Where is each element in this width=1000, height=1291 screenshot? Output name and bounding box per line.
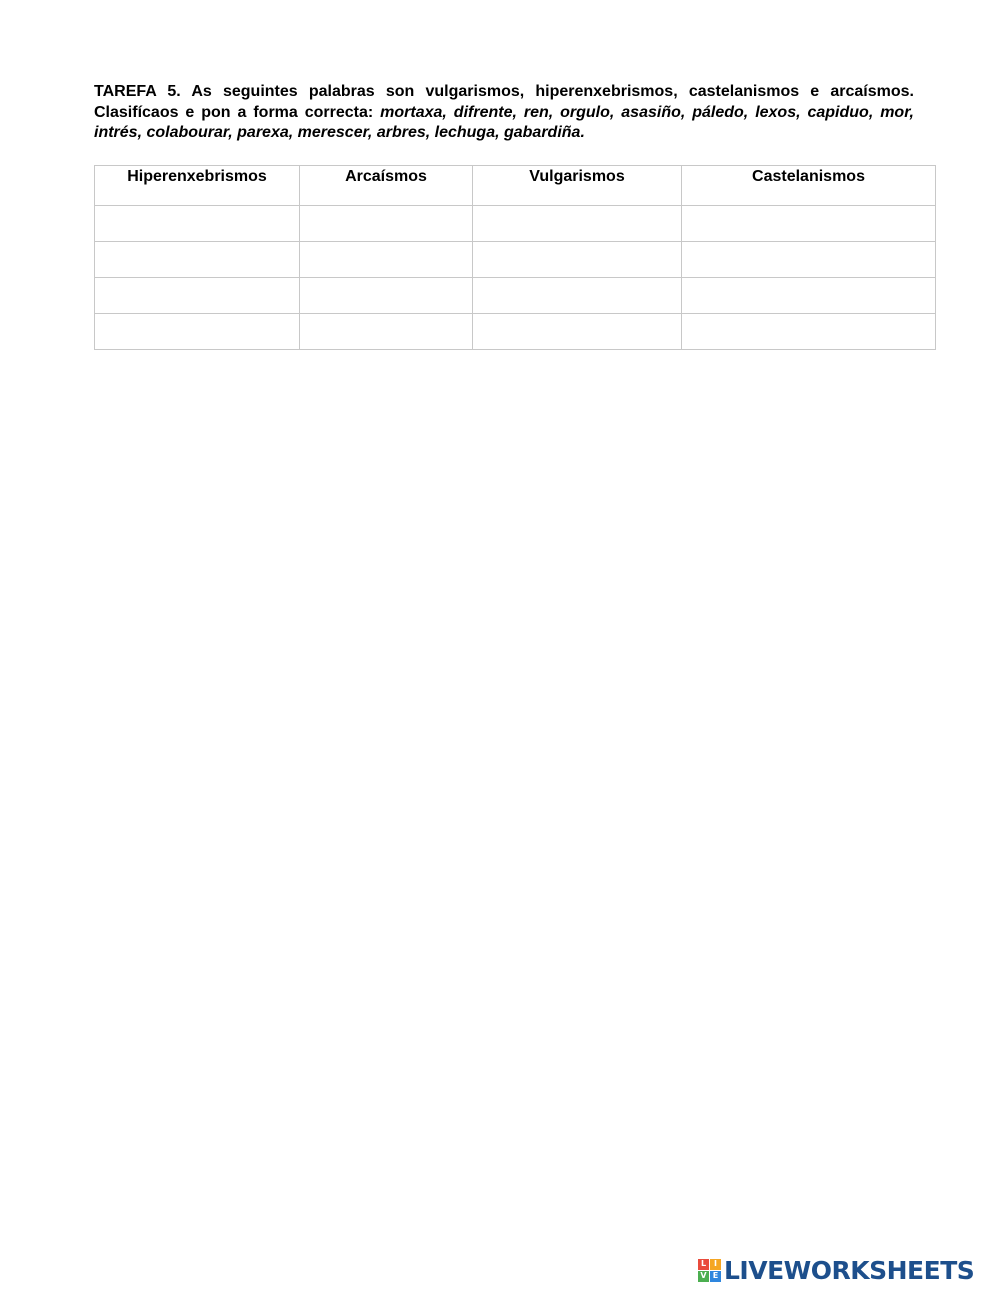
answer-cell[interactable]	[682, 206, 936, 242]
logo-mark-icon	[698, 1259, 721, 1282]
task-instructions	[94, 82, 914, 144]
logo-letter: V	[698, 1271, 709, 1282]
answer-cell[interactable]	[473, 278, 682, 314]
answer-cell[interactable]	[300, 314, 473, 350]
answer-cell[interactable]	[95, 314, 300, 350]
answer-cell[interactable]	[682, 278, 936, 314]
logo-letter: L	[698, 1259, 709, 1270]
table-row	[95, 242, 936, 278]
table-row	[95, 206, 936, 242]
table-header-row	[95, 166, 936, 206]
answer-cell[interactable]	[95, 206, 300, 242]
answer-cell[interactable]	[300, 206, 473, 242]
answer-cell[interactable]	[473, 242, 682, 278]
answer-cell[interactable]	[473, 206, 682, 242]
answer-cell[interactable]	[473, 314, 682, 350]
liveworksheets-logo	[698, 1256, 974, 1284]
logo-letter: E	[710, 1271, 721, 1282]
header-vulgarismos: Vulgarismos	[473, 166, 682, 206]
answer-cell[interactable]	[300, 278, 473, 314]
header-castelanismos: Castelanismos	[682, 166, 936, 206]
task-instructions-lead: TAREFA 5. As seguintes palabras son vulgarismos, hiperenxebrismos, castelanismos e arcaísmos. Clasifícaos e pon a forma correcta:	[94, 83, 914, 121]
classification-table	[94, 165, 936, 350]
answer-cell[interactable]	[95, 278, 300, 314]
header-hiperenxebrismos: Hiperenxebrismos	[95, 166, 300, 206]
answer-cell[interactable]	[300, 242, 473, 278]
answer-cell[interactable]	[95, 242, 300, 278]
answer-cell[interactable]	[682, 314, 936, 350]
answer-cell[interactable]	[682, 242, 936, 278]
table-row	[95, 314, 936, 350]
header-arcaismos: Arcaísmos	[300, 166, 473, 206]
brand-name: LIVEWORKSHEETS	[724, 1255, 975, 1285]
word-list: mortaxa, difrente, ren, orgulo, asasiño, páledo, lexos, capiduo, mor, intrés, colabourar, parexa, merescer, arbres, lechuga, gabardiña.	[94, 103, 914, 141]
logo-letter: I	[710, 1259, 721, 1270]
table-row	[95, 278, 936, 314]
